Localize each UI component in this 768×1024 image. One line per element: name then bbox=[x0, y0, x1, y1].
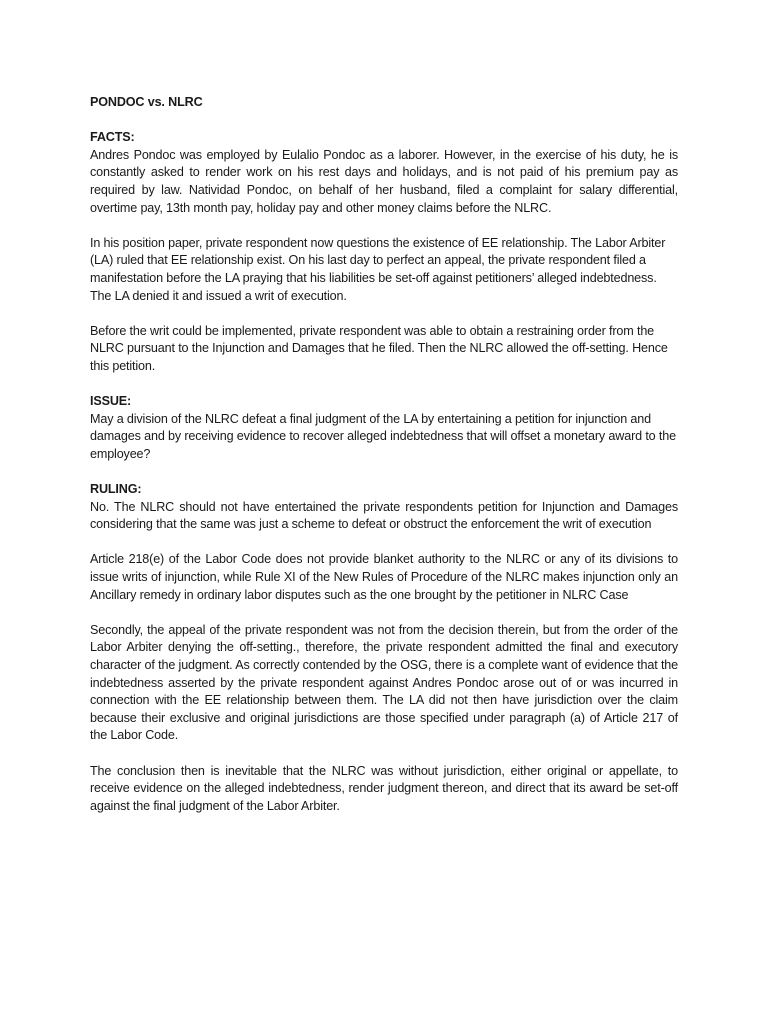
facts-paragraph-3: Before the writ could be implemented, private respondent was able to obtain a restraining order from the NLRC pursuant to the Injunction and Damages that he filed. Then the NLRC allowed the off-setting. Hence this petition. bbox=[90, 323, 668, 373]
ruling-paragraph-1: No. The NLRC should not have entertained the private respondents petition for Injunction and Damages considering that the same was just a scheme to defeat or obstruct the enforcement the writ of execution bbox=[90, 499, 678, 532]
ruling-paragraph-2: Article 218(e) of the Labor Code does not provide blanket authority to the NLRC or any of its divisions to issue writs of injunction, while Rule XI of the New Rules of Procedure of the NLRC makes injunction only an Ancillary remedy in ordinary labor disputes such as the one brought by the petitioner in NLRC Case bbox=[90, 552, 678, 602]
ruling-paragraph-3: Secondly, the appeal of the private respondent was not from the decision therein, but from the order of the Labor Arbiter denying the off-setting., therefore, the private respondent admitted the final and executory character of the judgment. As correctly contended by the OSG, there is a complete want of evidence that the indebtedness asserted by the private respondent against Andres Pondoc arose out of or was incurred in connection with the EE relationship between them. The LA did not then have jurisdiction over the claim because their exclusive and original jurisdictions are those specified under paragraph (a) of Article 217 of the Labor Code. bbox=[90, 622, 678, 743]
ruling-paragraph-4: The conclusion then is inevitable that the NLRC was without jurisdiction, either original or appellate, to receive evidence on the alleged indebtedness, render judgment thereon, and direct that its award be set-off against the final judgment of the Labor Arbiter. bbox=[90, 763, 678, 813]
facts-paragraph-2: In his position paper, private respondent now questions the existence of EE relationship. The Labor Arbiter (LA) ruled that EE relationship exist. On his last day to perfect an appeal, the private respondent filed a manifestation before the LA praying that his liabilities be set-off against petitioners’ alleged indebtedness. The LA denied it and issued a writ of execution. bbox=[90, 235, 666, 303]
facts-paragraph-1: Andres Pondoc was employed by Eulalio Pondoc as a laborer. However, in the exercise of his duty, he is constantly asked to render work on his rest days and holidays, and is not paid of his premium pay as required by law. Natividad Pondoc, on behalf of her husband, filed a complaint for salary differential, overtime pay, 13th month pay, holiday pay and other money claims before the NLRC. bbox=[90, 147, 678, 215]
issue-paragraph: May a division of the NLRC defeat a final judgment of the LA by entertaining a petition for injunction and damages and by receiving evidence to recover alleged indebtedness that will offset a monetary award to the employee? bbox=[90, 411, 676, 461]
case-title: PONDOC vs. NLRC bbox=[90, 95, 203, 109]
issue-heading: ISSUE: bbox=[90, 394, 132, 409]
document-body bbox=[90, 94, 678, 833]
ruling-heading: RULING: bbox=[90, 482, 142, 497]
facts-heading: FACTS: bbox=[90, 130, 135, 145]
